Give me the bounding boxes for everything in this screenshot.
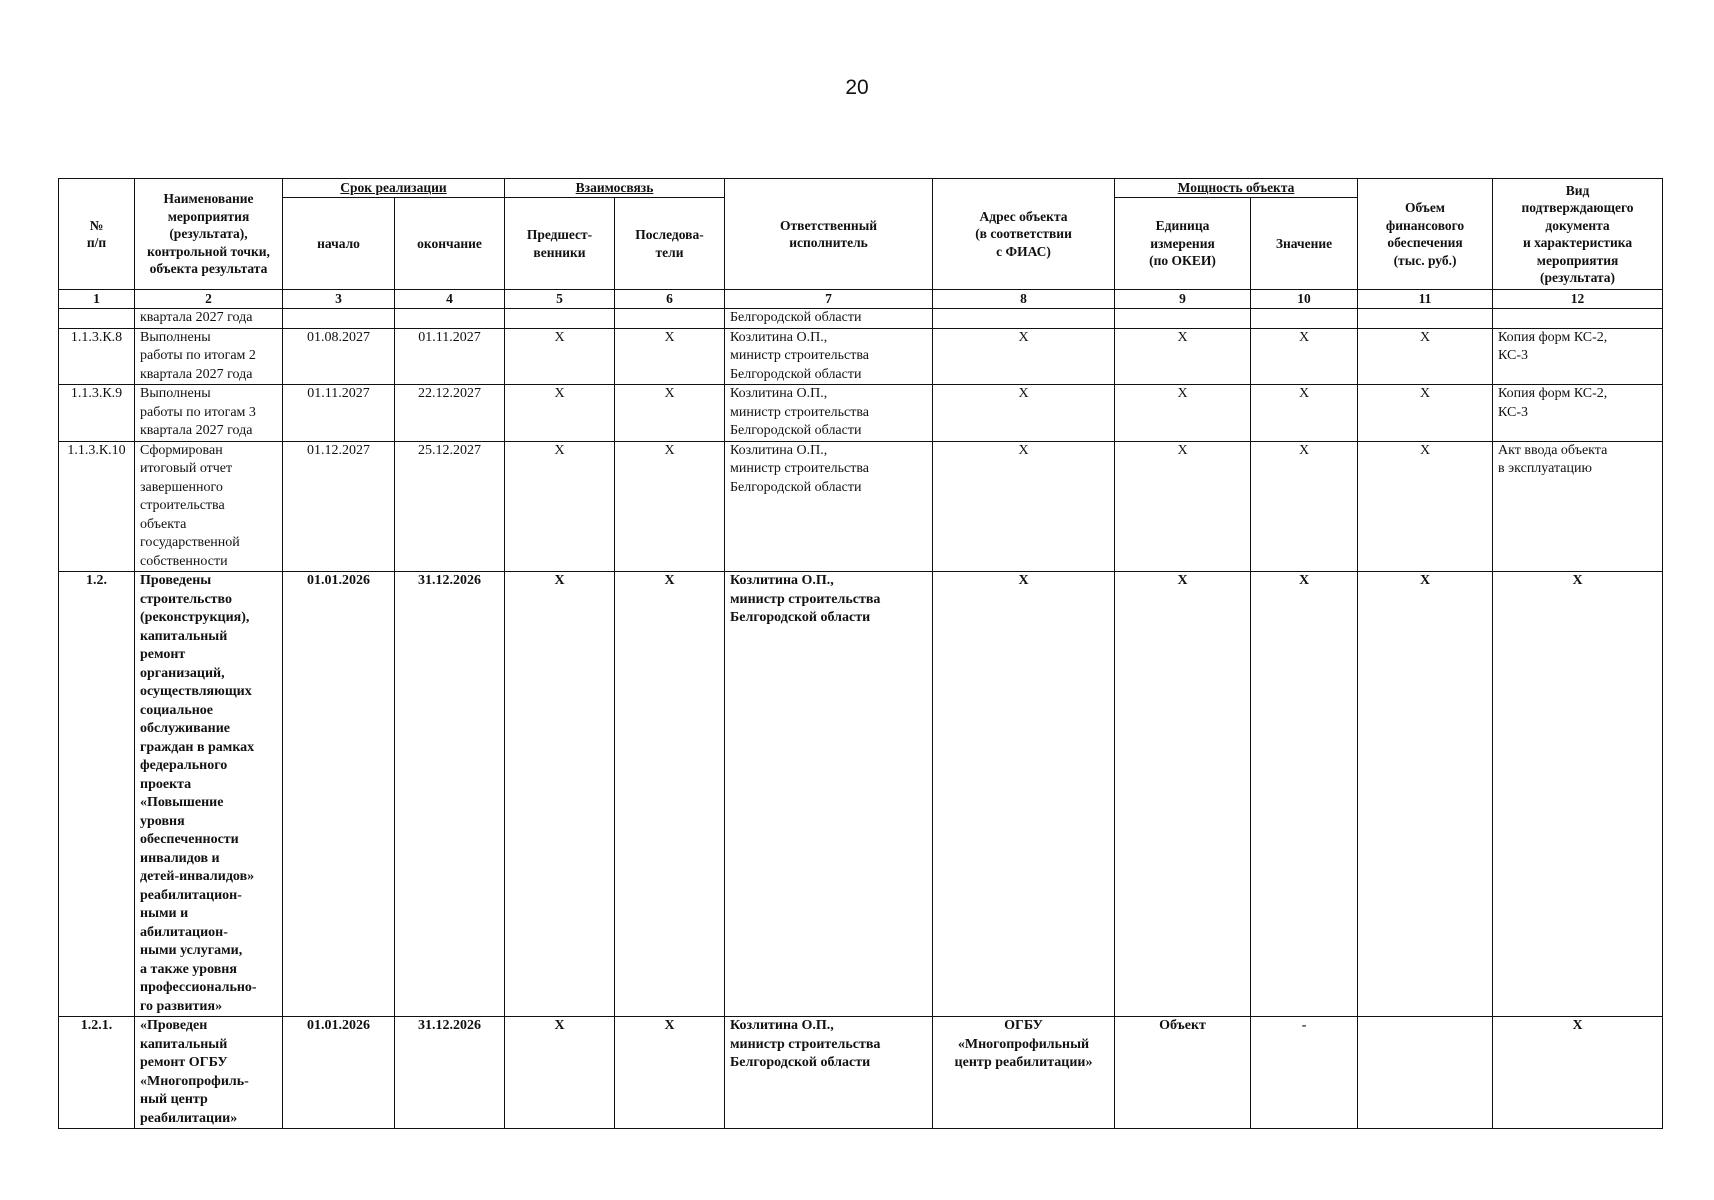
cell-predecessors <box>505 309 615 329</box>
cell-num: 1.1.3.К.8 <box>59 328 135 385</box>
cell-end: 01.11.2027 <box>395 328 505 385</box>
header-period: Срок реализации <box>283 179 505 198</box>
cell-value <box>1251 309 1358 329</box>
cell-value: X <box>1251 441 1358 572</box>
cell-name: квартала 2027 года <box>135 309 283 329</box>
cell-num: 1.1.3.К.9 <box>59 385 135 442</box>
column-number: 6 <box>615 290 725 309</box>
cell-start: 01.11.2027 <box>283 385 395 442</box>
cell-predecessors: X <box>505 572 615 1017</box>
cell-end: 31.12.2026 <box>395 1017 505 1129</box>
cell-responsible: Белгородской области <box>725 309 933 329</box>
table-row <box>59 441 1663 572</box>
cell-funding <box>1358 1017 1493 1129</box>
header-end: окончание <box>395 198 505 290</box>
cell-unit: X <box>1115 441 1251 572</box>
cell-address: X <box>933 572 1115 1017</box>
column-number: 2 <box>135 290 283 309</box>
cell-name: Проведены строительство (реконструкция), капитальный ремонт организаций, осуществляющих социальное обслуживание граждан в рамках федерального проекта «Повышение уровня обеспеченности инвалидов и детей-инвалидов» реабилитацион- ными и абилитацион- ными услугами, а также уровня профессионально- го развития» <box>135 572 283 1017</box>
cell-name: Выполнены работы по итогам 3 квартала 2027 года <box>135 385 283 442</box>
column-number: 4 <box>395 290 505 309</box>
cell-unit: X <box>1115 572 1251 1017</box>
column-number: 10 <box>1251 290 1358 309</box>
column-number: 7 <box>725 290 933 309</box>
cell-doc: X <box>1493 1017 1663 1129</box>
header-funding: Объем финансового обеспечения (тыс. руб.) <box>1358 179 1493 290</box>
cell-doc: Копия форм КС-2, КС-3 <box>1493 328 1663 385</box>
column-number: 3 <box>283 290 395 309</box>
table-row <box>59 1017 1663 1129</box>
cell-doc: Копия форм КС-2, КС-3 <box>1493 385 1663 442</box>
header-capacity: Мощность объекта <box>1115 179 1358 198</box>
cell-unit: Объект <box>1115 1017 1251 1129</box>
cell-successors: X <box>615 572 725 1017</box>
cell-name: Сформирован итоговый отчет завершенного строительства объекта государственной собственности <box>135 441 283 572</box>
plan-table <box>58 178 1663 1129</box>
column-number: 9 <box>1115 290 1251 309</box>
cell-doc: X <box>1493 572 1663 1017</box>
cell-successors <box>615 309 725 329</box>
cell-value: X <box>1251 572 1358 1017</box>
header-num: № п/п <box>59 179 135 290</box>
cell-predecessors: X <box>505 441 615 572</box>
header-address: Адрес объекта (в соответствии с ФИАС) <box>933 179 1115 290</box>
header-name: Наименование мероприятия (результата), контрольной точки, объекта результата <box>135 179 283 290</box>
cell-successors: X <box>615 385 725 442</box>
table-row <box>59 328 1663 385</box>
table-row <box>59 572 1663 1017</box>
column-number: 5 <box>505 290 615 309</box>
header-predecessors: Предшест- венники <box>505 198 615 290</box>
cell-funding: X <box>1358 385 1493 442</box>
cell-funding: X <box>1358 441 1493 572</box>
cell-responsible: Козлитина О.П., министр строительства Белгородской области <box>725 1017 933 1129</box>
header-unit: Единица измерения (по ОКЕИ) <box>1115 198 1251 290</box>
column-number: 8 <box>933 290 1115 309</box>
cell-address: X <box>933 441 1115 572</box>
cell-responsible: Козлитина О.П., министр строительства Белгородской области <box>725 385 933 442</box>
header-start: начало <box>283 198 395 290</box>
header-doc-type: Вид подтверждающего документа и характеристика мероприятия (результата) <box>1493 179 1663 290</box>
column-number: 11 <box>1358 290 1493 309</box>
table-row <box>59 309 1663 329</box>
cell-num: 1.2.1. <box>59 1017 135 1129</box>
cell-num <box>59 309 135 329</box>
cell-address <box>933 309 1115 329</box>
cell-value: X <box>1251 328 1358 385</box>
cell-funding: X <box>1358 572 1493 1017</box>
header-responsible: Ответственный исполнитель <box>725 179 933 290</box>
cell-funding <box>1358 309 1493 329</box>
cell-doc <box>1493 309 1663 329</box>
cell-funding: X <box>1358 328 1493 385</box>
cell-unit <box>1115 309 1251 329</box>
cell-doc: Акт ввода объекта в эксплуатацию <box>1493 441 1663 572</box>
cell-unit: X <box>1115 328 1251 385</box>
cell-successors: X <box>615 441 725 572</box>
header-successors: Последова- тели <box>615 198 725 290</box>
column-number: 1 <box>59 290 135 309</box>
cell-responsible: Козлитина О.П., министр строительства Белгородской области <box>725 441 933 572</box>
cell-start: 01.12.2027 <box>283 441 395 572</box>
table-header <box>59 179 1663 309</box>
table-body <box>59 309 1663 1129</box>
cell-predecessors: X <box>505 328 615 385</box>
cell-predecessors: X <box>505 385 615 442</box>
cell-start: 01.08.2027 <box>283 328 395 385</box>
cell-start: 01.01.2026 <box>283 572 395 1017</box>
cell-value: - <box>1251 1017 1358 1129</box>
cell-address: X <box>933 328 1115 385</box>
cell-predecessors: X <box>505 1017 615 1129</box>
page-number: 20 <box>845 76 869 99</box>
cell-unit: X <box>1115 385 1251 442</box>
cell-start <box>283 309 395 329</box>
cell-num: 1.1.3.К.10 <box>59 441 135 572</box>
cell-name: «Проведен капитальный ремонт ОГБУ «Многопрофиль- ный центр реабилитации» <box>135 1017 283 1129</box>
cell-address: ОГБУ «Многопрофильный центр реабилитации» <box>933 1017 1115 1129</box>
cell-successors: X <box>615 328 725 385</box>
cell-end: 22.12.2027 <box>395 385 505 442</box>
cell-responsible: Козлитина О.П., министр строительства Белгородской области <box>725 328 933 385</box>
column-number: 12 <box>1493 290 1663 309</box>
table-row <box>59 385 1663 442</box>
cell-name: Выполнены работы по итогам 2 квартала 2027 года <box>135 328 283 385</box>
cell-responsible: Козлитина О.П., министр строительства Белгородской области <box>725 572 933 1017</box>
cell-num: 1.2. <box>59 572 135 1017</box>
cell-end: 31.12.2026 <box>395 572 505 1017</box>
header-relation: Взаимосвязь <box>505 179 725 198</box>
cell-end: 25.12.2027 <box>395 441 505 572</box>
cell-start: 01.01.2026 <box>283 1017 395 1129</box>
header-value: Значение <box>1251 198 1358 290</box>
cell-end <box>395 309 505 329</box>
cell-address: X <box>933 385 1115 442</box>
cell-successors: X <box>615 1017 725 1129</box>
cell-value: X <box>1251 385 1358 442</box>
